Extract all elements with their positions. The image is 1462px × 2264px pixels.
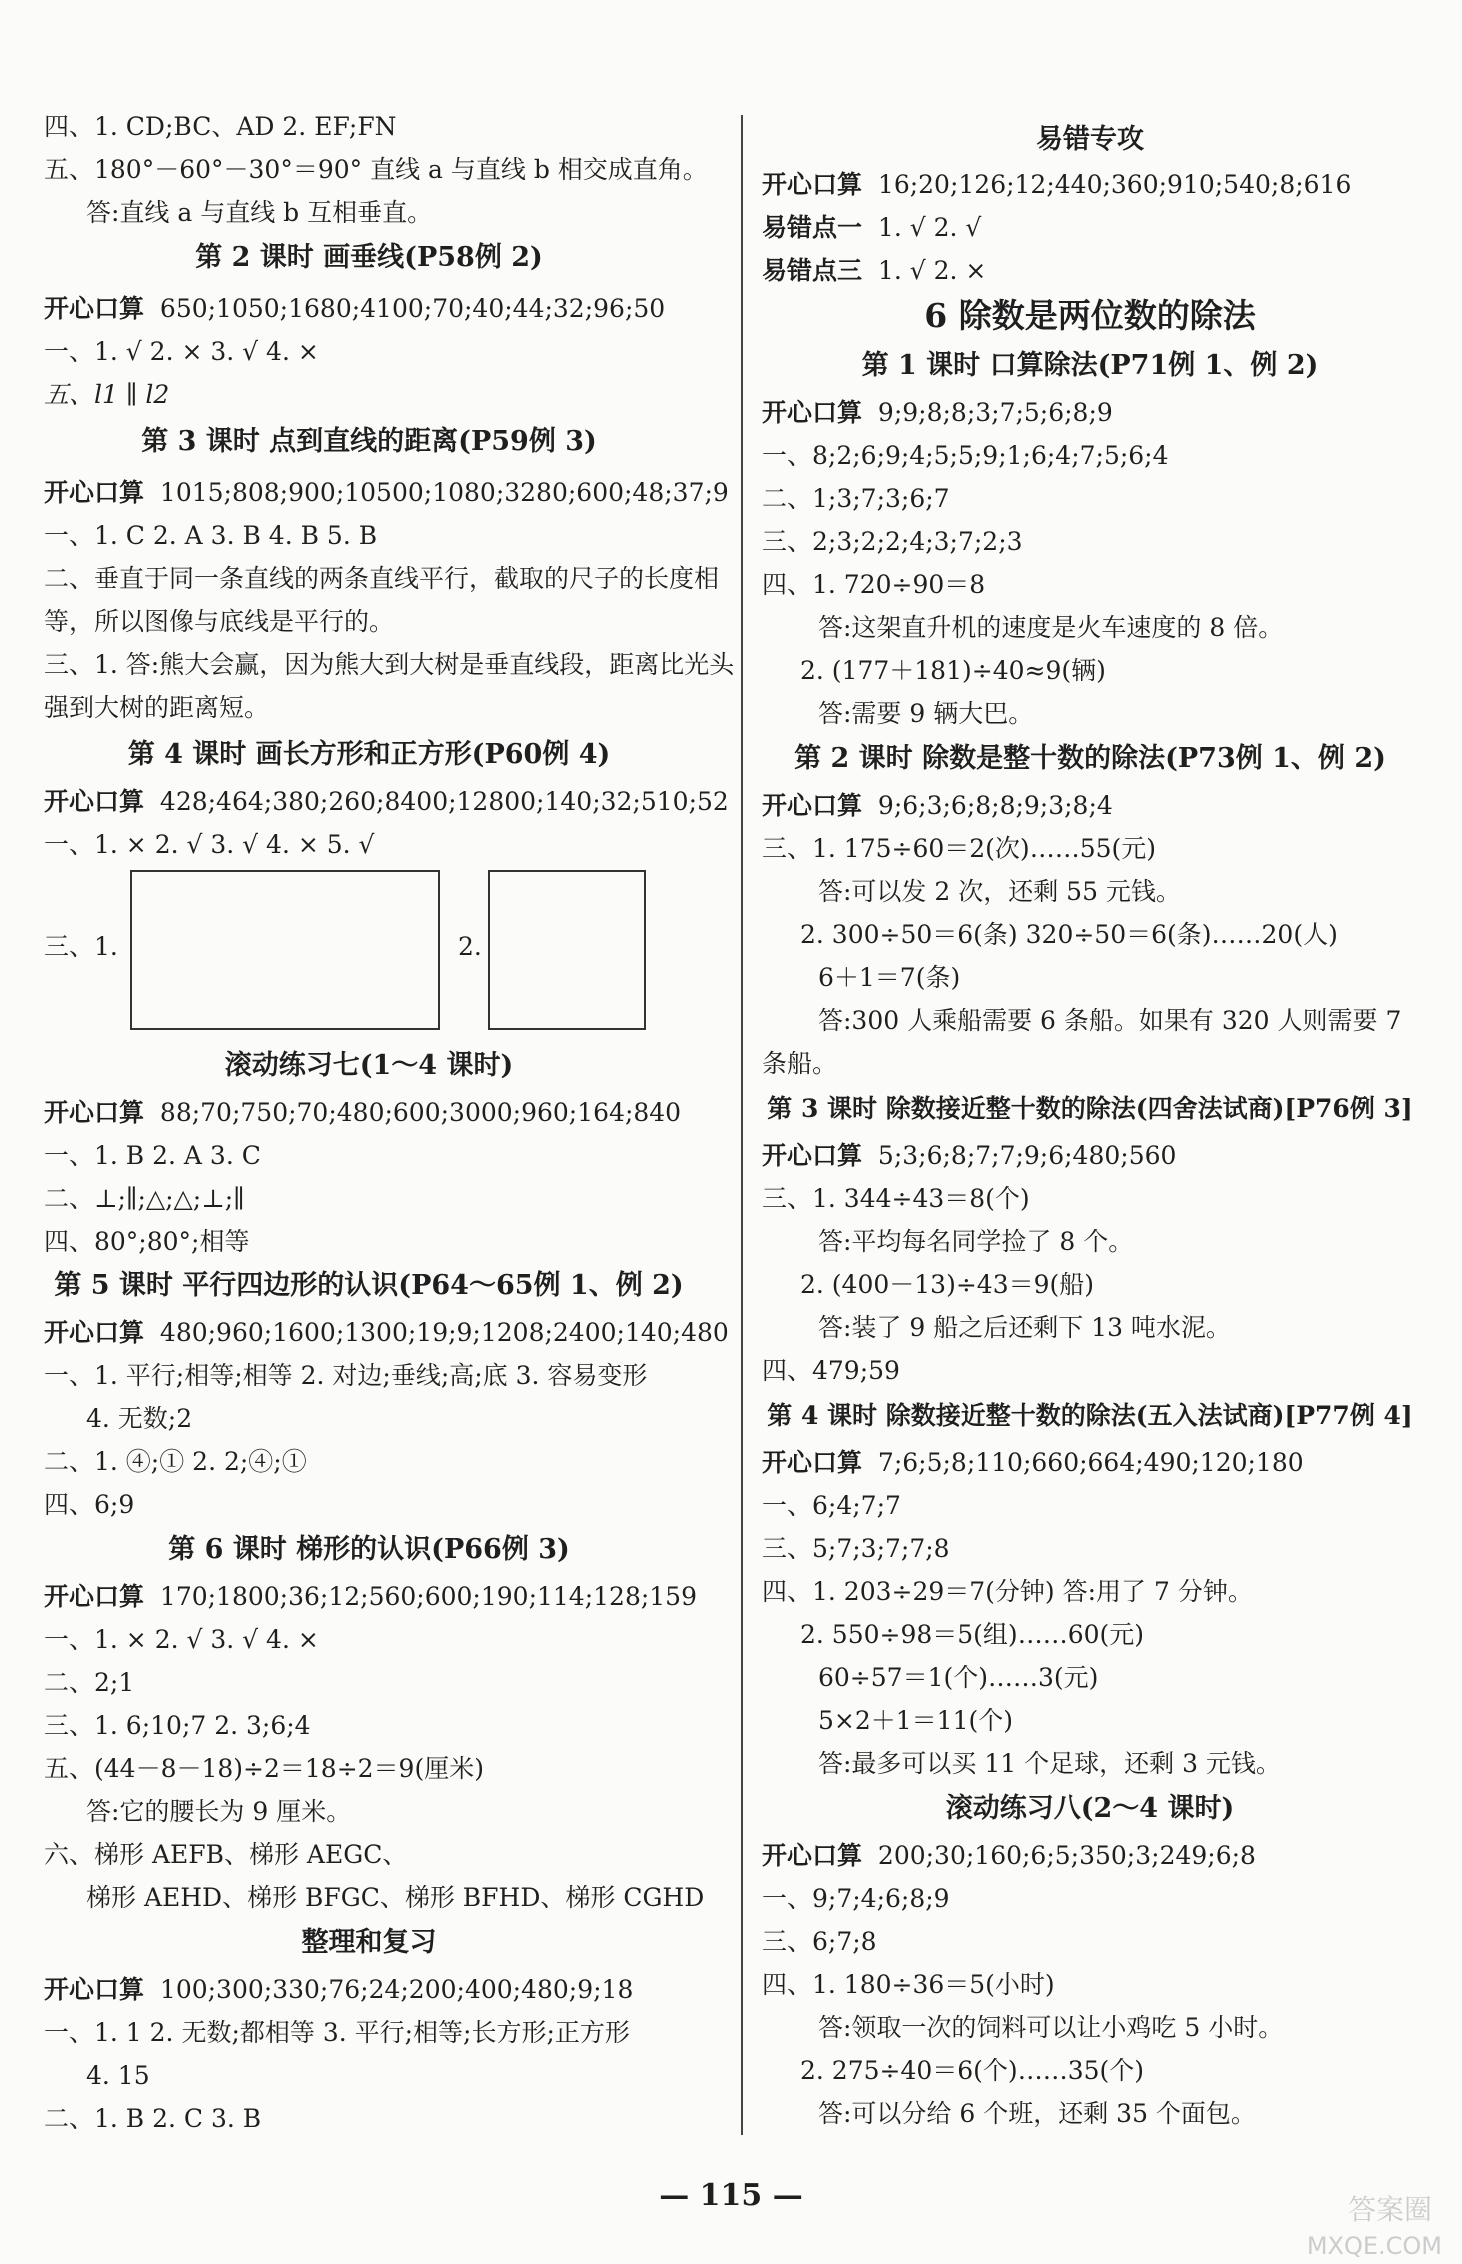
mental-math-line — [762, 1839, 1256, 1873]
section-heading: 易错专攻 — [1036, 124, 1144, 155]
answer-line: 答:这架直升机的速度是火车速度的 8 倍。 — [818, 613, 1284, 642]
mental-math-line — [762, 396, 1113, 430]
mental-math-label: 开心口算 — [762, 398, 863, 427]
mental-math-values: 9;6;3;6;8;8;9;3;8;4 — [877, 791, 1113, 820]
answer-line: 条船。 — [762, 1049, 838, 1078]
answer-line: 二、垂直于同一条直线的两条直线平行，截取的尺子的长度相 — [44, 564, 720, 593]
mental-math-label: 开心口算 — [762, 1141, 863, 1170]
answer-line: 二、1. ④;① 2. 2;④;① — [44, 1447, 307, 1476]
mental-math-label: 开心口算 — [44, 294, 145, 323]
section-heading: 整理和复习 — [301, 1927, 437, 1958]
answer-line: 三、1. 答:熊大会赢，因为熊大到大树是垂直线段，距离比光头 — [44, 650, 735, 679]
answer-line: 5×2＋1＝11(个) — [818, 1706, 1013, 1735]
mental-math-line — [44, 1096, 681, 1130]
error-point-label: 易错点一 — [762, 213, 863, 242]
answer-line: 强到大树的距离短。 — [44, 693, 270, 722]
answer-line: 2. (177＋181)÷40≈9(辆) — [800, 656, 1106, 685]
answer-line: 一、1. B 2. A 3. C — [44, 1141, 261, 1170]
answer-line: 三、6;7;8 — [762, 1927, 877, 1956]
mental-math-label: 开心口算 — [762, 1841, 863, 1870]
mental-math-line — [44, 476, 729, 510]
answer-line: 一、6;4;7;7 — [762, 1491, 901, 1520]
answer-line: 三、5;7;3;7;7;8 — [762, 1534, 950, 1563]
answer-line: 答:领取一次的饲料可以让小鸡吃 5 小时。 — [818, 2013, 1284, 2042]
section-heading: 第 4 课时 除数接近整十数的除法(五入法试商)[P77例 4] — [767, 1401, 1413, 1430]
mental-math-values: 1015;808;900;10500;1080;3280;600;48;37;9 — [159, 478, 729, 507]
answer-line: 二、1;3;7;3;6;7 — [762, 484, 950, 513]
section-heading: 第 5 课时 平行四边形的认识(P64～65例 1、例 2) — [54, 1270, 684, 1301]
mental-math-line — [44, 1580, 697, 1614]
answer-line: 一、1. × 2. √ 3. √ 4. × — [44, 1625, 319, 1654]
answer-line: 2. 275÷40＝6(个)……35(个) — [800, 2056, 1145, 2085]
mental-math-label: 开心口算 — [44, 478, 145, 507]
answer-line: 答:装了 9 船之后还剩下 13 吨水泥。 — [818, 1313, 1231, 1342]
answer-line: 答:最多可以买 11 个足球，还剩 3 元钱。 — [818, 1749, 1281, 1778]
answer-line: 6＋1＝7(条) — [818, 963, 961, 992]
answer-line: 4. 15 — [86, 2061, 150, 2090]
answer-line: 二、1. B 2. C 3. B — [44, 2104, 262, 2133]
answer-line: 4. 无数;2 — [86, 1404, 193, 1433]
answer-line: 一、8;2;6;9;4;5;5;9;1;6;4;7;5;6;4 — [762, 441, 1169, 470]
mental-math-line — [762, 168, 1351, 202]
column-divider — [741, 115, 743, 2135]
watermark-logo: 答案圈 — [1347, 2193, 1432, 2226]
mental-math-values: 88;70;750;70;480;600;3000;960;164;840 — [159, 1098, 682, 1127]
mental-math-line — [44, 785, 729, 819]
answer-line: 五、(44－8－18)÷2＝18÷2＝9(厘米) — [44, 1754, 484, 1783]
mental-math-label: 开心口算 — [762, 1448, 863, 1477]
answer-line: 答:可以分给 6 个班，还剩 35 个面包。 — [818, 2099, 1256, 2128]
mental-math-values: 100;300;330;76;24;200;400;480;9;18 — [159, 1975, 634, 2004]
mental-math-line — [44, 1973, 633, 2007]
section-heading: 第 3 课时 点到直线的距离(P59例 3) — [141, 426, 597, 457]
answer-line: 一、1. C 2. A 3. B 4. B 5. B — [44, 521, 378, 550]
rectangle-drawing — [130, 870, 440, 1030]
answer-line: 三、2;3;2;2;4;3;7;2;3 — [762, 527, 1023, 556]
mental-math-line — [762, 789, 1113, 823]
mental-math-values: 200;30;160;6;5;350;3;249;6;8 — [877, 1841, 1256, 1870]
answer-line: 四、1. 180÷36＝5(小时) — [762, 1970, 1055, 1999]
answer-line: 一、9;7;4;6;8;9 — [762, 1884, 950, 1913]
mental-math-values: 428;464;380;260;8400;12800;140;32;510;52 — [159, 787, 729, 816]
answer-line: 梯形 AEHD、梯形 BFGC、梯形 BFHD、梯形 CGHD — [86, 1883, 705, 1912]
answer-line: 答:可以发 2 次，还剩 55 元钱。 — [818, 877, 1181, 906]
error-point-line — [762, 254, 986, 288]
section-heading: 第 1 课时 口算除法(P71例 1、例 2) — [861, 350, 1319, 381]
answer-line: 一、1. × 2. √ 3. √ 4. × 5. √ — [44, 830, 375, 859]
answer-line: 答:平均每名同学捡了 8 个。 — [818, 1227, 1134, 1256]
mental-math-values: 7;6;5;8;110;660;664;490;120;180 — [877, 1448, 1304, 1477]
answer-line: 2. 300÷50＝6(条) 320÷50＝6(条)……20(人) — [800, 920, 1338, 949]
answer-line: 2. 550÷98＝5(组)……60(元) — [800, 1620, 1145, 1649]
answer-line: 60÷57＝1(个)……3(元) — [818, 1663, 1099, 1692]
answer-line: 四、1. 720÷90＝8 — [762, 570, 986, 599]
section-heading: 滚动练习八(2～4 课时) — [945, 1793, 1235, 1824]
mental-math-values: 16;20;126;12;440;360;910;540;8;616 — [877, 170, 1352, 199]
mental-math-label: 开心口算 — [44, 787, 145, 816]
mental-math-line — [44, 292, 665, 326]
answer-line: 三、1. 175÷60＝2(次)……55(元) — [762, 834, 1157, 863]
answer-line: 四、479;59 — [762, 1356, 900, 1385]
answer-line: 六、梯形 AEFB、梯形 AEGC、 — [44, 1840, 408, 1869]
answer-line: 四、1. 203÷29＝7(分钟) 答:用了 7 分钟。 — [762, 1577, 1253, 1606]
answer-line: 答:它的腰长为 9 厘米。 — [86, 1797, 352, 1826]
answer-line: 2. — [458, 932, 482, 961]
square-drawing — [488, 870, 646, 1030]
answer-line: 答:需要 9 辆大巴。 — [818, 699, 1034, 728]
answer-line: 一、1. 1 2. 无数;都相等 3. 平行;相等;长方形;正方形 — [44, 2018, 630, 2047]
section-heading: 滚动练习七(1～4 课时) — [224, 1050, 514, 1081]
mental-math-values: 480;960;1600;1300;19;9;1208;2400;140;480 — [159, 1318, 729, 1347]
section-heading: 第 3 课时 除数接近整十数的除法(四舍法试商)[P76例 3] — [767, 1094, 1413, 1123]
answer-line: 一、1. 平行;相等;相等 2. 对边;垂线;高;底 3. 容易变形 — [44, 1361, 648, 1390]
answer-line: 二、2;1 — [44, 1668, 135, 1697]
section-heading: 第 2 课时 除数是整十数的除法(P73例 1、例 2) — [794, 743, 1386, 774]
answer-line: 四、6;9 — [44, 1490, 135, 1519]
mental-math-label: 开心口算 — [762, 170, 863, 199]
answer-line: 四、80°;80°;相等 — [44, 1227, 250, 1256]
mental-math-values: 9;9;8;8;3;7;5;6;8;9 — [877, 398, 1113, 427]
section-heading: 第 6 课时 梯形的认识(P66例 3) — [168, 1534, 570, 1565]
answer-line: 等，所以图像与底线是平行的。 — [44, 607, 395, 636]
answer-line: 五、180°－60°－30°＝90° 直线 a 与直线 b 相交成直角。 — [44, 155, 708, 184]
error-point-answers: 1. √ 2. × — [877, 256, 987, 285]
mental-math-line — [44, 1316, 729, 1350]
mental-math-values: 170;1800;36;12;560;600;190;114;128;159 — [159, 1582, 697, 1611]
mental-math-label: 开心口算 — [44, 1098, 145, 1127]
mental-math-line — [762, 1139, 1176, 1173]
error-point-answers: 1. √ 2. √ — [877, 213, 982, 242]
error-point-label: 易错点三 — [762, 256, 863, 285]
answer-line: 三、1. 6;10;7 2. 3;6;4 — [44, 1711, 311, 1740]
mental-math-label: 开心口算 — [44, 1975, 145, 2004]
answer-line: 2. (400－13)÷43＝9(船) — [800, 1270, 1095, 1299]
mental-math-label: 开心口算 — [44, 1582, 145, 1611]
answer-line: 二、⊥;∥;△;△;⊥;∥ — [44, 1184, 245, 1213]
page-number: — 115 — — [659, 2178, 803, 2213]
answer-line: 五、l1 ∥ l2 — [44, 380, 170, 409]
answer-line: 三、1. — [44, 932, 118, 961]
mental-math-values: 650;1050;1680;4100;70;40;44;32;96;50 — [159, 294, 666, 323]
answer-line: 答:300 人乘船需要 6 条船。如果有 320 人则需要 7 — [818, 1006, 1402, 1035]
mental-math-label: 开心口算 — [762, 791, 863, 820]
mental-math-values: 5;3;6;8;7;7;9;6;480;560 — [877, 1141, 1177, 1170]
watermark-url: MXQE.COM — [1306, 2232, 1442, 2260]
section-heading: 第 4 课时 画长方形和正方形(P60例 4) — [127, 739, 611, 770]
answer-line: 答:直线 a 与直线 b 互相垂直。 — [86, 198, 433, 227]
answer-line: 一、1. √ 2. × 3. √ 4. × — [44, 337, 319, 366]
answer-line: 三、1. 344÷43＝8(个) — [762, 1184, 1030, 1213]
mental-math-line — [762, 1446, 1304, 1480]
answer-line: 四、1. CD;BC、AD 2. EF;FN — [44, 112, 397, 141]
section-heading: 第 2 课时 画垂线(P58例 2) — [195, 242, 543, 273]
unit-heading: 6 除数是两位数的除法 — [924, 296, 1256, 335]
mental-math-label: 开心口算 — [44, 1318, 145, 1347]
error-point-line — [762, 211, 981, 245]
